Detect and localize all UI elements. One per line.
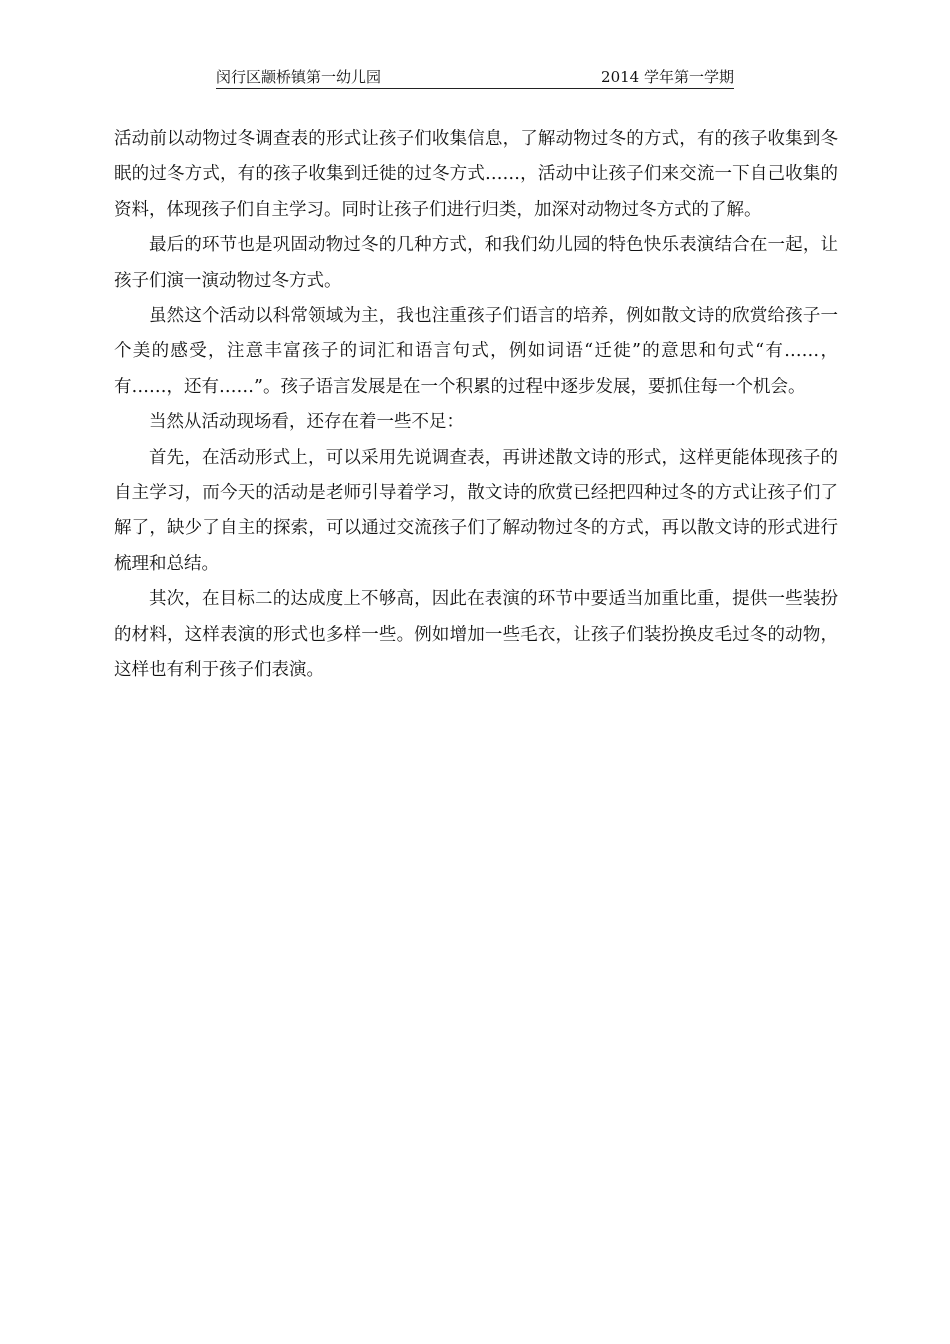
paragraph-2: 最后的环节也是巩固动物过冬的几种方式，和我们幼儿园的特色快乐表演结合在一起，让孩子们演一演动物过冬方式。 — [114, 235, 838, 291]
paragraph-1: 活动前以动物过冬调查表的形式让孩子们收集信息，了解动物过冬的方式，有的孩子收集到冬眠的过冬方式，有的孩子收集到迁徙的过冬方式……，活动中让孩子们来交流一下自己收集的资料，体现孩子们自主学习。同时让孩子们进行归类，加深对动物过冬方式的了解。 — [114, 129, 838, 220]
document-body — [114, 122, 838, 689]
paragraph-6: 其次，在目标二的达成度上不够高，因此在表演的环节中要适当加重比重，提供一些装扮的材料，这样表演的形式也多样一些。例如增加一些毛衣，让孩子们装扮换皮毛过冬的动物，这样也有利于孩子们表演。 — [114, 589, 838, 681]
header-semester: 2014 学年第一学期 — [601, 68, 734, 86]
paragraph-4: 当然从活动现场看，还存在着一些不足： — [149, 412, 464, 433]
header-school-name: 闵行区颛桥镇第一幼儿园 — [216, 68, 382, 86]
paragraph-3: 虽然这个活动以科常领域为主，我也注重孩子们语言的培养，例如散文诗的欣赏给孩子一个美的感受，注意丰富孩子的词汇和语言句式，例如词语“迁徙”的意思和句式“有……，有……，还有……”。孩子语言发展是在一个积累的过程中逐步发展，要抓住每一个机会。 — [114, 306, 838, 397]
page-header — [216, 66, 734, 89]
paragraph-5: 首先，在活动形式上，可以采用先说调查表，再讲述散文诗的形式，这样更能体现孩子的自主学习，而今天的活动是老师引导着学习，散文诗的欣赏已经把四种过冬的方式让孩子们了解了，缺少了自主的探索，可以通过交流孩子们了解动物过冬的方式，再以散文诗的形式进行梳理和总结。 — [114, 447, 838, 574]
